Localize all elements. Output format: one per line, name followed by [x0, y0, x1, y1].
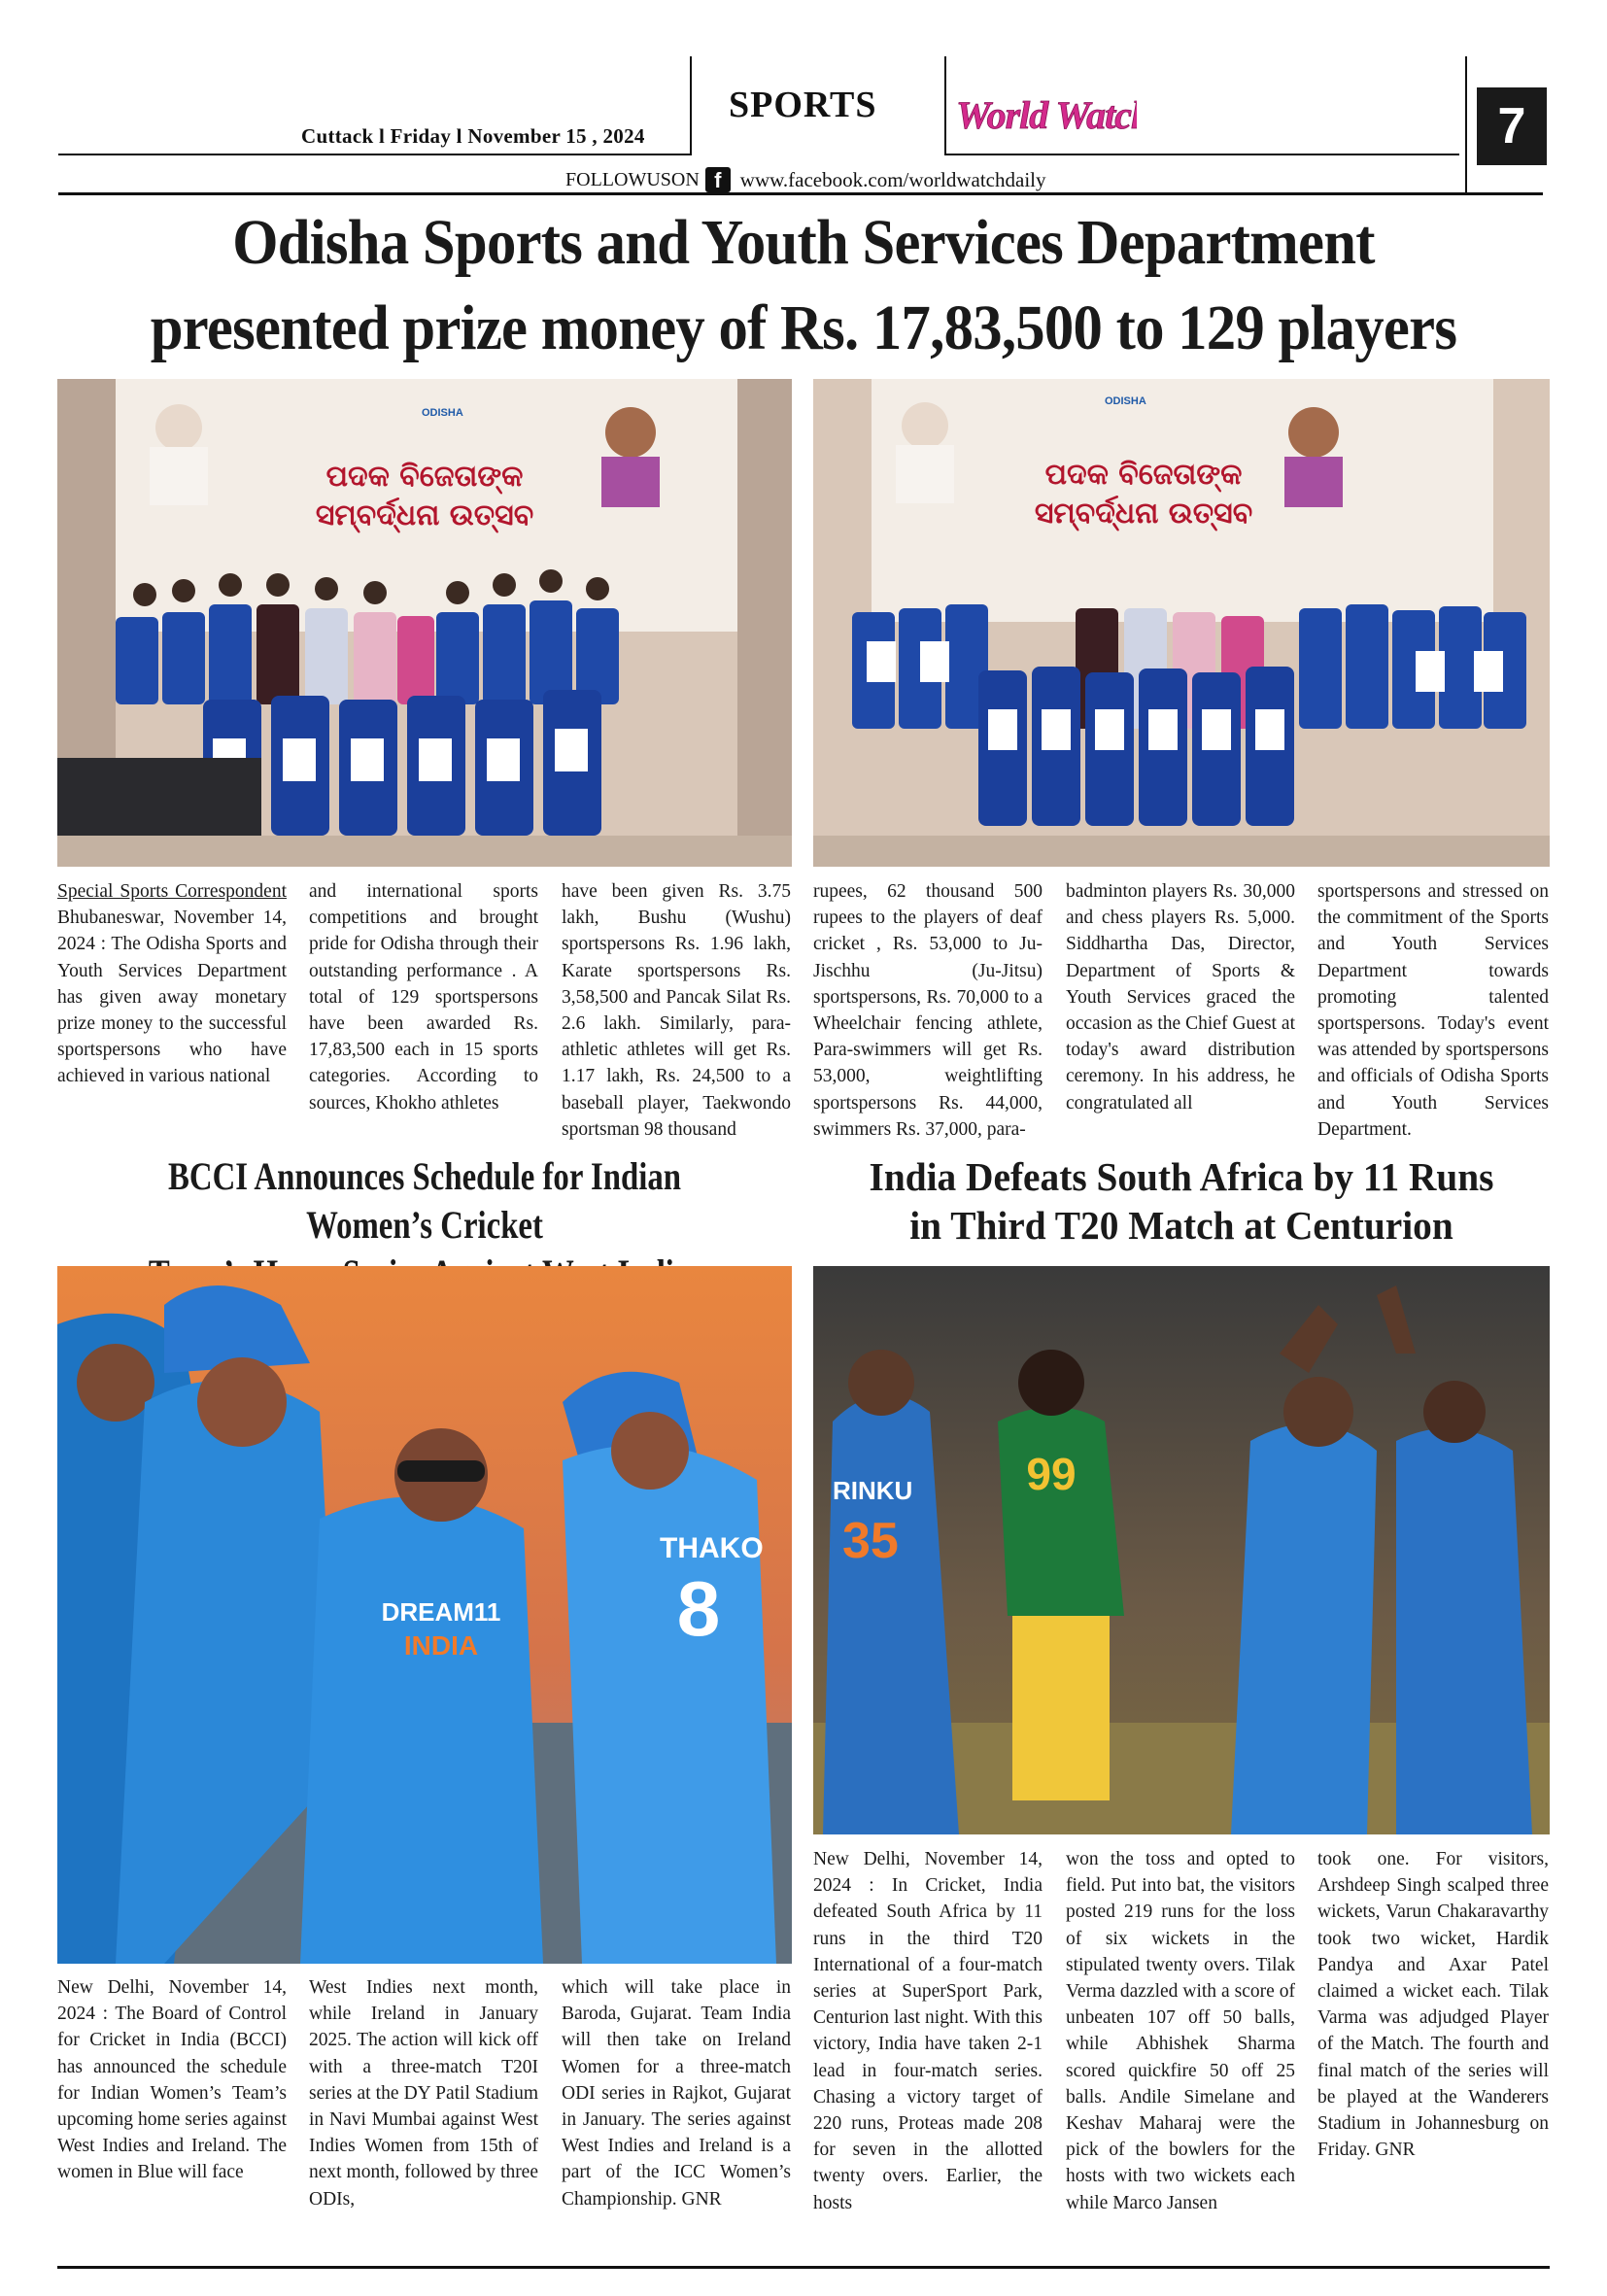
facebook-icon: f [705, 167, 731, 192]
article3-headline-line1: India Defeats South Africa by 11 Runs [869, 1154, 1494, 1199]
article3-col3-text: took one. For visitors, Arshdeep Singh scalped three wickets, Varun Chakaravarthy took two wicket, Hardik Pandya and Axar Patel claimed a wicket each. Tilak Varma was adjudged Player of the Match. The fourth and final match of the series will be played at the Wanderers Stadium in Johannesburg on Friday. GNR [1317, 1849, 1549, 2161]
svg-text:ପଦକ ବିଜେତାଙ୍କ: ପଦକ ବିଜେତାଙ୍କ [325, 460, 524, 494]
article1-col1-text: Bhubaneswar, November 14, 2024 : The Odisha Sports and Youth Services Department has given away monetary prize money to the successful sportspersons who have achieved in various national [57, 908, 287, 1087]
article1-column-3 [562, 878, 791, 1143]
masthead-divider-page [1465, 56, 1467, 194]
article1-col6-text: sportspersons and stressed on the commitment of the Sports and Youth Services Department towards promoting talented sportspersons. Today's event was attended by sportspersons and officials of Odisha Sports and Youth Services Department. [1317, 881, 1549, 1140]
article3-column-3 [1317, 1846, 1549, 2163]
article2-column-2 [309, 1974, 538, 2212]
article3-col2-text: won the toss and opted to field. Put into bat, the visitors posted 219 runs for the loss of six wickets in the stipulated twenty overs. Tilak Verma dazzled with a score of unbeaten 107 off 50 balls, while Abhishek Sharma scored quickfire 50 off 25 balls. Andile Simelane and Keshav Maharaj were the pick of the bowlers for the hosts with two wickets each while Marco Jansen [1066, 1849, 1295, 2213]
svg-text:ସମ୍ବର୍ଦ୍ଧନା ଉତ୍ସବ: ସମ୍ବର୍ଦ୍ଧନା ଉତ୍ସବ [1034, 497, 1253, 531]
article3-headline [828, 1152, 1535, 1250]
article1-column-4 [813, 878, 1043, 1143]
svg-text:35: 35 [842, 1513, 899, 1569]
article1-col3-text: have been given Rs. 3.75 lakh, Bushu (Wushu) sportspersons Rs. 1.96 lakh, Karate sportspersons Rs. 3,58,500 and Pancak Silat Rs. 2.6 lakh. Similarly, para-athletic athletes will get Rs. 1.17 lakh, Rs. 24,500 to a baseball player, Taekwondo sportsman 98 thousand [562, 881, 791, 1140]
follow-label: FOLLOWUSON [565, 168, 700, 190]
article1-column-2 [309, 878, 538, 1116]
page-number: 7 [1477, 87, 1547, 165]
article1-column-1 [57, 878, 287, 1090]
article3-col1-text: New Delhi, November 14, 2024 : In Cricket, India defeated South Africa by 11 runs in the third T20 International of a four-match series at SuperSport Park, Centurion last night. With this victory, India have taken 2-1 lead in four-match series. Chasing a victory target of 220 runs, Proteas made 208 for seven in the allotted twenty overs. Earlier, the hosts [813, 1849, 1043, 2213]
article2-col1-text: New Delhi, November 14, 2024 : The Board of Control for Cricket in India (BCCI) has announced the schedule for Indian Women’s Team’s upcoming home series against West Indies and Ireland. The women in Blue will face [57, 1977, 287, 2183]
article1-headline [100, 200, 1507, 371]
world-watch-logo [952, 78, 1137, 148]
article3-column-2 [1066, 1846, 1295, 2216]
svg-text:ସମ୍ବର୍ଦ୍ଧନା ଉତ୍ସବ: ସମ୍ବର୍ଦ୍ଧନା ଉତ୍ସବ [315, 498, 534, 532]
page-bottom-rule [57, 2266, 1550, 2269]
svg-text:THAKO: THAKO [660, 1532, 764, 1564]
article2-col2-text: West Indies next month, while Ireland in January 2025. The action will kick off with a three-match T20I series at the DY Patil Stadium in Navi Mumbai against West Indies Women from 15th of next month, followed by three ODIs, [309, 1977, 538, 2210]
svg-text:World Watch: World Watch [956, 93, 1137, 137]
masthead-rule-right [944, 154, 1459, 155]
article3-photo-match [813, 1266, 1550, 1834]
article1-byline: Special Sports Correspondent [57, 881, 287, 902]
article2-headline-line1: BCCI Announces Schedule for Indian Women’s Cricket [167, 1154, 681, 1247]
article2-photo-team [57, 1266, 792, 1964]
svg-text:8: 8 [676, 1565, 721, 1652]
article3-column-1 [813, 1846, 1043, 2216]
masthead-bottom-rule [58, 192, 1543, 195]
article1-photo-men [57, 379, 792, 867]
article1-photo-women [813, 379, 1550, 867]
article1-headline-line2: presented prize money of Rs. 17,83,500 to 129 players [150, 292, 1457, 363]
article1-headline-line1: Odisha Sports and Youth Services Department [232, 207, 1375, 278]
article2-column-1 [57, 1974, 287, 2186]
svg-text:INDIA: INDIA [403, 1630, 479, 1661]
article3-headline-line2: in Third T20 Match at Centurion [909, 1203, 1453, 1248]
social-follow [565, 167, 1045, 192]
article1-col4-text: rupees, 62 thousand 500 rupees to the players of deaf cricket , Rs. 53,000 to Ju-Jischhu (Ju-Jitsu) sportspersons, Rs. 70,000 to a Wheelchair fencing athlete, Para-swimmers will get Rs. 53,000, weightlifting sportspersons Rs. 44,000, swimmers Rs. 37,000, para- [813, 881, 1043, 1140]
article1-column-6 [1317, 878, 1549, 1143]
facebook-link[interactable]: www.facebook.com/worldwatchdaily [739, 167, 1046, 191]
masthead-divider-left [690, 56, 692, 155]
article1-col2-text: and international sports competitions and brought pride for Odisha through their outstanding performance . A total of 129 sportspersons have been awarded Rs. 17,83,500 each in 15 sports categories. According to sources, Khokho athletes [309, 881, 538, 1114]
dateline: Cuttack l Friday l November 15 , 2024 [301, 124, 645, 148]
section-title: SPORTS [729, 85, 877, 125]
article1-col5-text: badminton players Rs. 30,000 and chess players Rs. 5,000. Siddhartha Das, Director, Department of Sports & Youth Services graced the occasion as the Chief Guest at today's award distribution ceremony. In his address, he congratulated all [1066, 881, 1295, 1114]
svg-text:ପଦକ ବିଜେତାଙ୍କ: ପଦକ ବିଜେତାଙ୍କ [1044, 458, 1243, 492]
svg-text:DREAM11: DREAM11 [381, 1597, 501, 1627]
svg-text:99: 99 [1026, 1449, 1077, 1499]
masthead-rule-left [58, 154, 690, 155]
article2-col3-text: which will take place in Baroda, Gujarat. Team India will then take on Ireland Women for a three-match ODI series in Rajkot, Gujarat in January. The series against West Indies and Ireland is a part of the ICC Women’s Championship. GNR [562, 1977, 791, 2210]
article2-column-3 [562, 1974, 791, 2212]
svg-text:ODISHA: ODISHA [1105, 395, 1146, 407]
masthead-divider-right [944, 56, 946, 155]
article1-column-5 [1066, 878, 1295, 1116]
svg-text:ODISHA: ODISHA [422, 407, 463, 419]
svg-text:RINKU: RINKU [833, 1476, 913, 1505]
